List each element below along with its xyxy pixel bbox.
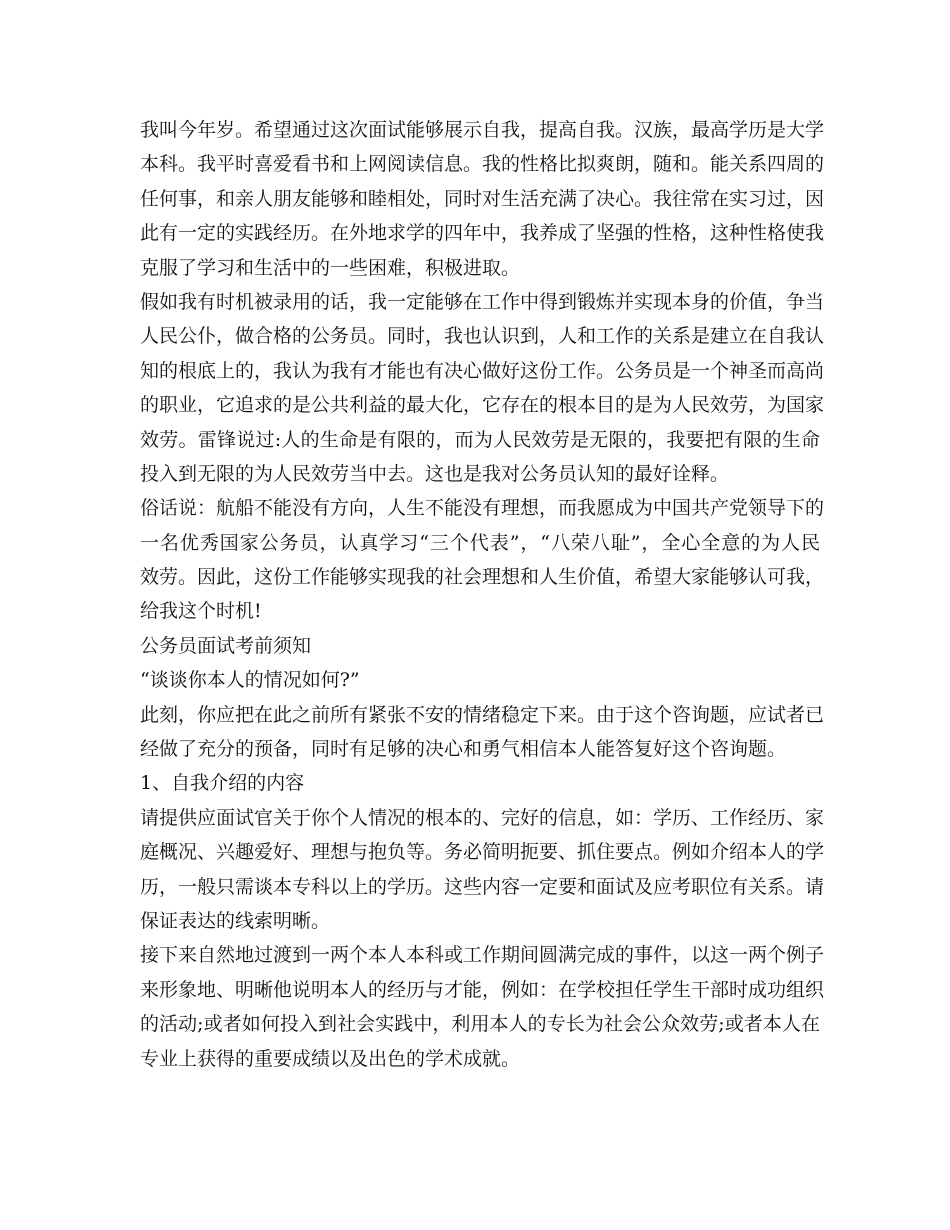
text-line: 投入到无限的为人民效劳当中去。这也是我对公务员认知的最好诠释。 <box>140 462 730 485</box>
document-body <box>140 113 825 1076</box>
section-heading: 公务员面试考前须知 <box>140 634 312 657</box>
text-line: 假如我有时机被录用的话，我一定能够在工作中得到锻炼并实现本身的价值，争当 <box>140 290 825 313</box>
question-line: “谈谈你本人的情况如何?” <box>140 669 360 692</box>
text-line: 本科。我平时喜爱看书和上网阅读信息。我的性格比拟爽朗，随和。能关系四周的 <box>140 153 825 176</box>
text-line: 一名优秀国家公务员，认真学习“三个代表”，“八荣八耻”，全心全意的为人民 <box>140 531 820 554</box>
text-line: 任何事，和亲人朋友能够和睦相处，同时对生活充满了决心。我往常在实习过，因 <box>140 187 825 210</box>
text-line: 效劳。因此，这份工作能够实现我的社会理想和人生价值，希望大家能够认可我， <box>140 566 825 589</box>
text-line: 给我这个时机! <box>140 600 262 623</box>
text-line: 知的根底上的，我认为我有才能也有决心做好这份工作。公务员是一个神圣而高尚 <box>140 359 825 382</box>
text-line: 此有一定的实践经历。在外地求学的四年中，我养成了坚强的性格，这种性格使我 <box>140 222 825 245</box>
text-line: 此刻，你应把在此之前所有紧张不安的情绪稳定下来。由于这个咨询题，应试者已 <box>140 703 825 726</box>
text-line: 历，一般只需谈本专科以上的学历。这些内容一定要和面试及应考职位有关系。请 <box>140 875 825 898</box>
text-line: 俗话说：航船不能没有方向，人生不能没有理想，而我愿成为中国共产党领导下的 <box>140 497 825 520</box>
text-line: 来形象地、明晰他说明本人的经历与才能，例如：在学校担任学生干部时成功组织 <box>140 978 825 1001</box>
numbered-heading: 1、自我介绍的内容 <box>140 772 305 795</box>
text-line: 请提供应面试官关于你个人情况的根本的、完好的信息，如：学历、工作经历、家 <box>140 806 825 829</box>
text-line: 我叫今年岁。希望通过这次面试能够展示自我，提高自我。汉族，最高学历是大学 <box>140 119 825 141</box>
text-line: 效劳。雷锋说过:人的生命是有限的，而为人民效劳是无限的，我要把有限的生命 <box>140 428 820 451</box>
text-line: 庭概况、兴趣爱好、理想与抱负等。务必简明扼要、抓住要点。例如介绍本人的学 <box>140 841 825 864</box>
text-line: 克服了学习和生活中的一些困难，积极进取。 <box>140 256 521 279</box>
text-line: 的活动;或者如何投入到社会实践中，利用本人的专长为社会公众效劳;或者本人在 <box>140 1013 820 1036</box>
text-line: 接下来自然地过渡到一两个本人本科或工作期间圆满完成的事件，以这一两个例子 <box>140 944 825 967</box>
text-line: 人民公仆，做合格的公务员。同时，我也认识到，人和工作的关系是建立在自我认 <box>140 325 825 348</box>
text-line: 专业上获得的重要成绩以及出色的学术成就。 <box>140 1047 521 1070</box>
text-line: 经做了充分的预备，同时有足够的决心和勇气相信本人能答复好这个咨询题。 <box>140 738 787 761</box>
text-line: 的职业，它追求的是公共利益的最大化，它存在的根本目的是为人民效劳，为国家 <box>140 394 825 417</box>
text-line: 保证表达的线索明晰。 <box>140 909 331 932</box>
